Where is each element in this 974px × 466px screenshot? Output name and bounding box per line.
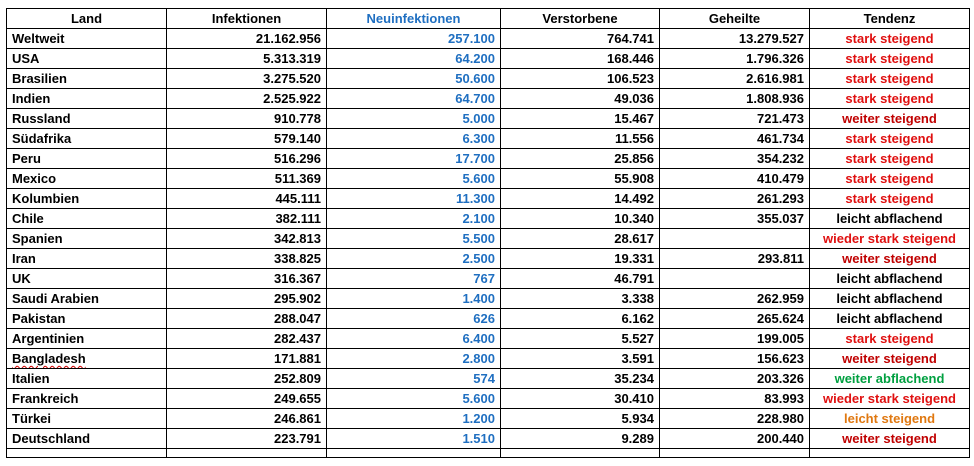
cell-tendenz[interactable]: stark steigend: [810, 89, 970, 109]
cell-land[interactable]: Weltweit: [7, 29, 167, 49]
cell-geheilte[interactable]: 262.959: [660, 289, 810, 309]
cell-tendenz[interactable]: stark steigend: [810, 129, 970, 149]
cell-geheilte[interactable]: 200.440: [660, 429, 810, 449]
cell-neuinfektionen[interactable]: 767: [327, 269, 501, 289]
empty-cell[interactable]: [660, 449, 810, 458]
table-row: [7, 29, 970, 49]
table-row: [7, 349, 970, 369]
header-row: [7, 9, 970, 29]
cell-infektionen[interactable]: 382.111: [167, 209, 327, 229]
cell-verstorbene[interactable]: 25.856: [501, 149, 660, 169]
cell-infektionen[interactable]: 316.367: [167, 269, 327, 289]
cell-tendenz[interactable]: leicht abflachend: [810, 209, 970, 229]
cell-land[interactable]: Russland: [7, 109, 167, 129]
cell-infektionen[interactable]: 249.655: [167, 389, 327, 409]
cell-verstorbene[interactable]: 46.791: [501, 269, 660, 289]
cell-infektionen[interactable]: 295.902: [167, 289, 327, 309]
cell-geheilte[interactable]: 13.279.527: [660, 29, 810, 49]
cell-tendenz[interactable]: weiter steigend: [810, 249, 970, 269]
cell-land[interactable]: Saudi Arabien: [7, 289, 167, 309]
cell-geheilte[interactable]: 355.037: [660, 209, 810, 229]
empty-cell[interactable]: [327, 449, 501, 458]
cell-geheilte[interactable]: 156.623: [660, 349, 810, 369]
cell-neuinfektionen[interactable]: 2.500: [327, 249, 501, 269]
cell-infektionen[interactable]: 5.313.319: [167, 49, 327, 69]
cell-geheilte[interactable]: [660, 229, 810, 249]
table-row: [7, 249, 970, 269]
empty-cell[interactable]: [167, 449, 327, 458]
cell-land[interactable]: Türkei: [7, 409, 167, 429]
spreadsheet: [6, 8, 970, 458]
cell-infektionen[interactable]: 342.813: [167, 229, 327, 249]
cell-neuinfektionen[interactable]: 574: [327, 369, 501, 389]
cell-verstorbene[interactable]: 5.934: [501, 409, 660, 429]
cell-verstorbene[interactable]: 49.036: [501, 89, 660, 109]
cell-tendenz[interactable]: weiter abflachend: [810, 369, 970, 389]
cell-infektionen[interactable]: 171.881: [167, 349, 327, 369]
cell-geheilte[interactable]: 2.616.981: [660, 69, 810, 89]
cell-land[interactable]: Deutschland: [7, 429, 167, 449]
cell-land[interactable]: Argentinien: [7, 329, 167, 349]
cell-tendenz[interactable]: stark steigend: [810, 169, 970, 189]
empty-cell[interactable]: [810, 449, 970, 458]
cell-land[interactable]: Spanien: [7, 229, 167, 249]
cell-neuinfektionen[interactable]: 6.400: [327, 329, 501, 349]
cell-geheilte[interactable]: 199.005: [660, 329, 810, 349]
cell-geheilte[interactable]: 293.811: [660, 249, 810, 269]
table-row: [7, 229, 970, 249]
header-land[interactable]: Land: [7, 9, 167, 29]
cell-neuinfektionen[interactable]: 257.100: [327, 29, 501, 49]
cell-tendenz[interactable]: stark steigend: [810, 69, 970, 89]
table-body: [7, 29, 970, 458]
cell-infektionen[interactable]: 2.525.922: [167, 89, 327, 109]
cell-tendenz[interactable]: stark steigend: [810, 189, 970, 209]
cell-land[interactable]: Mexico: [7, 169, 167, 189]
cell-neuinfektionen[interactable]: 1.200: [327, 409, 501, 429]
cell-geheilte[interactable]: 228.980: [660, 409, 810, 429]
cell-verstorbene[interactable]: 764.741: [501, 29, 660, 49]
table-row: [7, 269, 970, 289]
empty-row: [7, 449, 970, 458]
cell-infektionen[interactable]: 252.809: [167, 369, 327, 389]
cell-verstorbene[interactable]: 14.492: [501, 189, 660, 209]
cell-tendenz[interactable]: weiter steigend: [810, 429, 970, 449]
cell-neuinfektionen[interactable]: 626: [327, 309, 501, 329]
cell-geheilte[interactable]: 83.993: [660, 389, 810, 409]
table-row: [7, 129, 970, 149]
cell-geheilte[interactable]: 721.473: [660, 109, 810, 129]
cell-neuinfektionen[interactable]: 17.700: [327, 149, 501, 169]
table-row: [7, 89, 970, 109]
cell-land[interactable]: Iran: [7, 249, 167, 269]
cell-geheilte[interactable]: 1.808.936: [660, 89, 810, 109]
cell-neuinfektionen[interactable]: 1.510: [327, 429, 501, 449]
cell-land[interactable]: Frankreich: [7, 389, 167, 409]
cell-verstorbene[interactable]: 3.591: [501, 349, 660, 369]
cell-land[interactable]: Indien: [7, 89, 167, 109]
cell-neuinfektionen[interactable]: 2.800: [327, 349, 501, 369]
cell-verstorbene[interactable]: 19.331: [501, 249, 660, 269]
table-row: [7, 329, 970, 349]
cell-tendenz[interactable]: stark steigend: [810, 29, 970, 49]
cell-verstorbene[interactable]: 106.523: [501, 69, 660, 89]
cell-neuinfektionen[interactable]: 5.600: [327, 389, 501, 409]
cell-tendenz[interactable]: leicht steigend: [810, 409, 970, 429]
cell-infektionen[interactable]: 338.825: [167, 249, 327, 269]
cell-neuinfektionen[interactable]: 6.300: [327, 129, 501, 149]
header-geheilte[interactable]: Geheilte: [660, 9, 810, 29]
table-row: [7, 309, 970, 329]
cell-infektionen[interactable]: 445.111: [167, 189, 327, 209]
cell-tendenz[interactable]: wieder stark steigend: [810, 229, 970, 249]
cell-verstorbene[interactable]: 5.527: [501, 329, 660, 349]
cell-tendenz[interactable]: leicht abflachend: [810, 269, 970, 289]
cell-infektionen[interactable]: 21.162.956: [167, 29, 327, 49]
cell-tendenz[interactable]: stark steigend: [810, 149, 970, 169]
cell-geheilte[interactable]: 410.479: [660, 169, 810, 189]
cell-geheilte[interactable]: 1.796.326: [660, 49, 810, 69]
cell-tendenz[interactable]: weiter steigend: [810, 109, 970, 129]
cell-tendenz[interactable]: wieder stark steigend: [810, 389, 970, 409]
cell-verstorbene[interactable]: 15.467: [501, 109, 660, 129]
cell-neuinfektionen[interactable]: 64.700: [327, 89, 501, 109]
cell-verstorbene[interactable]: 30.410: [501, 389, 660, 409]
table-row: [7, 189, 970, 209]
cell-infektionen[interactable]: 223.791: [167, 429, 327, 449]
table-row: [7, 69, 970, 89]
empty-cell[interactable]: [7, 449, 167, 458]
cell-land[interactable]: Chile: [7, 209, 167, 229]
spellcheck-word: Bangladesh: [12, 351, 86, 366]
cell-verstorbene[interactable]: 28.617: [501, 229, 660, 249]
cell-verstorbene[interactable]: 10.340: [501, 209, 660, 229]
cell-verstorbene[interactable]: 55.908: [501, 169, 660, 189]
cell-land[interactable]: Peru: [7, 149, 167, 169]
cell-neuinfektionen[interactable]: 11.300: [327, 189, 501, 209]
covid-table: [6, 8, 970, 458]
table-row: [7, 149, 970, 169]
cell-neuinfektionen[interactable]: 64.200: [327, 49, 501, 69]
cell-tendenz[interactable]: leicht abflachend: [810, 309, 970, 329]
cell-infektionen[interactable]: 910.778: [167, 109, 327, 129]
table-row: [7, 289, 970, 309]
cell-land[interactable]: Pakistan: [7, 309, 167, 329]
table-row: [7, 369, 970, 389]
cell-land[interactable]: UK: [7, 269, 167, 289]
table-row: [7, 209, 970, 229]
cell-land[interactable]: [7, 349, 167, 369]
cell-tendenz[interactable]: leicht abflachend: [810, 289, 970, 309]
cell-verstorbene[interactable]: 11.556: [501, 129, 660, 149]
cell-land[interactable]: USA: [7, 49, 167, 69]
cell-infektionen[interactable]: 3.275.520: [167, 69, 327, 89]
cell-verstorbene[interactable]: 9.289: [501, 429, 660, 449]
cell-geheilte[interactable]: 265.624: [660, 309, 810, 329]
cell-land[interactable]: Italien: [7, 369, 167, 389]
table-row: [7, 49, 970, 69]
cell-neuinfektionen[interactable]: 5.500: [327, 229, 501, 249]
cell-neuinfektionen[interactable]: 1.400: [327, 289, 501, 309]
cell-infektionen[interactable]: 516.296: [167, 149, 327, 169]
cell-geheilte[interactable]: 354.232: [660, 149, 810, 169]
empty-cell[interactable]: [501, 449, 660, 458]
cell-geheilte[interactable]: [660, 269, 810, 289]
cell-tendenz[interactable]: weiter steigend: [810, 349, 970, 369]
cell-verstorbene[interactable]: 35.234: [501, 369, 660, 389]
table-row: [7, 389, 970, 409]
cell-geheilte[interactable]: 261.293: [660, 189, 810, 209]
header-verstorbene[interactable]: Verstorbene: [501, 9, 660, 29]
cell-infektionen[interactable]: 579.140: [167, 129, 327, 149]
cell-infektionen[interactable]: 288.047: [167, 309, 327, 329]
cell-verstorbene[interactable]: 3.338: [501, 289, 660, 309]
cell-verstorbene[interactable]: 6.162: [501, 309, 660, 329]
cell-land[interactable]: Brasilien: [7, 69, 167, 89]
cell-geheilte[interactable]: 203.326: [660, 369, 810, 389]
cell-neuinfektionen[interactable]: 2.100: [327, 209, 501, 229]
cell-land[interactable]: Südafrika: [7, 129, 167, 149]
cell-neuinfektionen[interactable]: 50.600: [327, 69, 501, 89]
table-row: [7, 409, 970, 429]
cell-neuinfektionen[interactable]: 5.000: [327, 109, 501, 129]
header-infektionen[interactable]: Infektionen: [167, 9, 327, 29]
table-row: [7, 169, 970, 189]
cell-infektionen[interactable]: 246.861: [167, 409, 327, 429]
cell-land[interactable]: Kolumbien: [7, 189, 167, 209]
cell-verstorbene[interactable]: 168.446: [501, 49, 660, 69]
cell-infektionen[interactable]: 282.437: [167, 329, 327, 349]
header-neuinfektionen[interactable]: Neuinfektionen: [327, 9, 501, 29]
table-row: [7, 109, 970, 129]
header-tendenz[interactable]: Tendenz: [810, 9, 970, 29]
cell-infektionen[interactable]: 511.369: [167, 169, 327, 189]
cell-tendenz[interactable]: stark steigend: [810, 329, 970, 349]
table-row: [7, 429, 970, 449]
cell-neuinfektionen[interactable]: 5.600: [327, 169, 501, 189]
cell-tendenz[interactable]: stark steigend: [810, 49, 970, 69]
cell-geheilte[interactable]: 461.734: [660, 129, 810, 149]
